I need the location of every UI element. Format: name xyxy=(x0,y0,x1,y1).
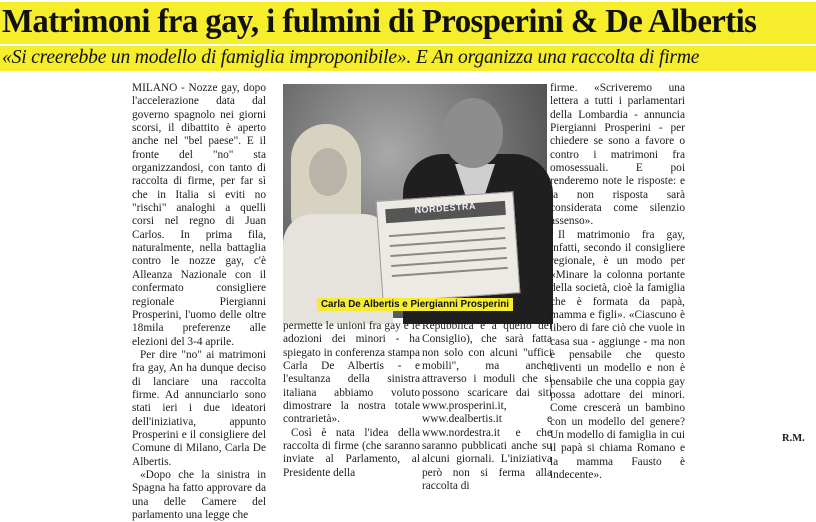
sheet-line xyxy=(390,237,506,247)
paragraph: Repubblica e a quello del Consiglio), che sarà fatta non solo con alcuni "uffici mobili", ma anche attraverso i moduli che si possono scaricare dai siti www.prosperini.it, www.dealbertis.it e www.nordestra.it e che saranno pubblicati anche su alcuni giornali. L'iniziativa però non si ferma alla raccolta di xyxy=(422,320,552,493)
paragraph: «Dopo che la sinistra in Spagna ha fatto approvare da una delle Camere del parlamento una legge che xyxy=(132,468,266,521)
woman-face xyxy=(309,148,347,196)
sheet-line xyxy=(392,267,508,277)
paragraph: permette le unioni fra gay e le adozioni dei minori - ha spiegato in conferenza stampa Carla De Albertis - e l'esultanza della sinistra italiana abbiamo voluto dimostrare la nostra totale contrarietà». xyxy=(283,320,421,426)
paragraph: Così è nata l'idea della raccolta di firme (che saranno inviate al Parlamento, al Presidente della xyxy=(283,426,420,479)
article-column-4 xyxy=(550,82,685,481)
sheet-title: NORDESTRA xyxy=(414,200,477,216)
paragraph: Per dire "no" ai matrimoni fra gay, An ha dunque deciso di lanciare una raccolta firme. Ad annunciarlo sono stati ieri i due ideatori dell'iniziativa, appunto Prosperini e il consigliere del Comune di Milano, Carla De Albertis. xyxy=(132,348,266,468)
article-column-1 xyxy=(132,82,266,521)
article-column-3 xyxy=(422,320,552,493)
photo-caption-text: Carla De Albertis e Piergianni Prosperini xyxy=(317,298,513,311)
sheet-line xyxy=(390,247,506,257)
paragraph: Il matrimonio fra gay, infatti, secondo il consigliere regionale, è un modo per «Minare la colonna portante della società, cioè la famiglia che è formata da papà, mamma e figli». «Ciascuno è libero di fare ciò che vuole in casa sua - aggiunge - ma non è pensabile che questo diventi un modello e non è pensabile che una coppia gay possa adottare dei minori. Come crescerà un bambino con un modello del genere? Un modello di famiglia in cui il papà si chiama Romano e la mamma Fausto è indecente». xyxy=(550,228,685,481)
subheadline: «Si creerebbe un modello di famiglia improponibile». E An organizza una raccolta di firme xyxy=(2,47,700,68)
article-photo xyxy=(283,84,547,318)
article-column-2 xyxy=(283,320,421,479)
headline: Matrimoni fra gay, i fulmini di Prosperini & De Albertis xyxy=(2,3,757,40)
petition-sheet xyxy=(376,191,521,302)
sheet-line xyxy=(389,227,505,237)
sheet-line xyxy=(391,257,507,267)
author-signature: R.M. xyxy=(782,433,805,444)
paragraph: MILANO - Nozze gay, dopo l'accelerazione data dal governo spagnolo nei giorni scorsi, il dibattito è aperto anche nel "bel paese". E il fronte del "no" sta organizzandosi, con tanto di raccolta di firme, per far sì che in Italia si eviti no "rischi" analoghi a quelli corsi nel regno di Juan Carlos. In prima fila, naturalmente, nella battaglia contro le nozze gay, c'è Alleanza Nazionale con il confermato consigliere regionale Piergianni Prosperini, l'uomo delle oltre 18mila preferenze alle elezioni del 3-4 aprile. xyxy=(132,82,266,348)
man-head xyxy=(443,98,503,168)
photo-caption xyxy=(283,296,547,313)
paragraph: firme. «Scriveremo una lettera a tutti i parlamentari della Lombardia - annuncia Piergianni Prosperini - per chiedere se sono a favore o contro i matrimoni fra omosessuali. E poi renderemo note le risposte: e la non risposta sarà considerata come silenzio assenso». xyxy=(550,82,685,228)
